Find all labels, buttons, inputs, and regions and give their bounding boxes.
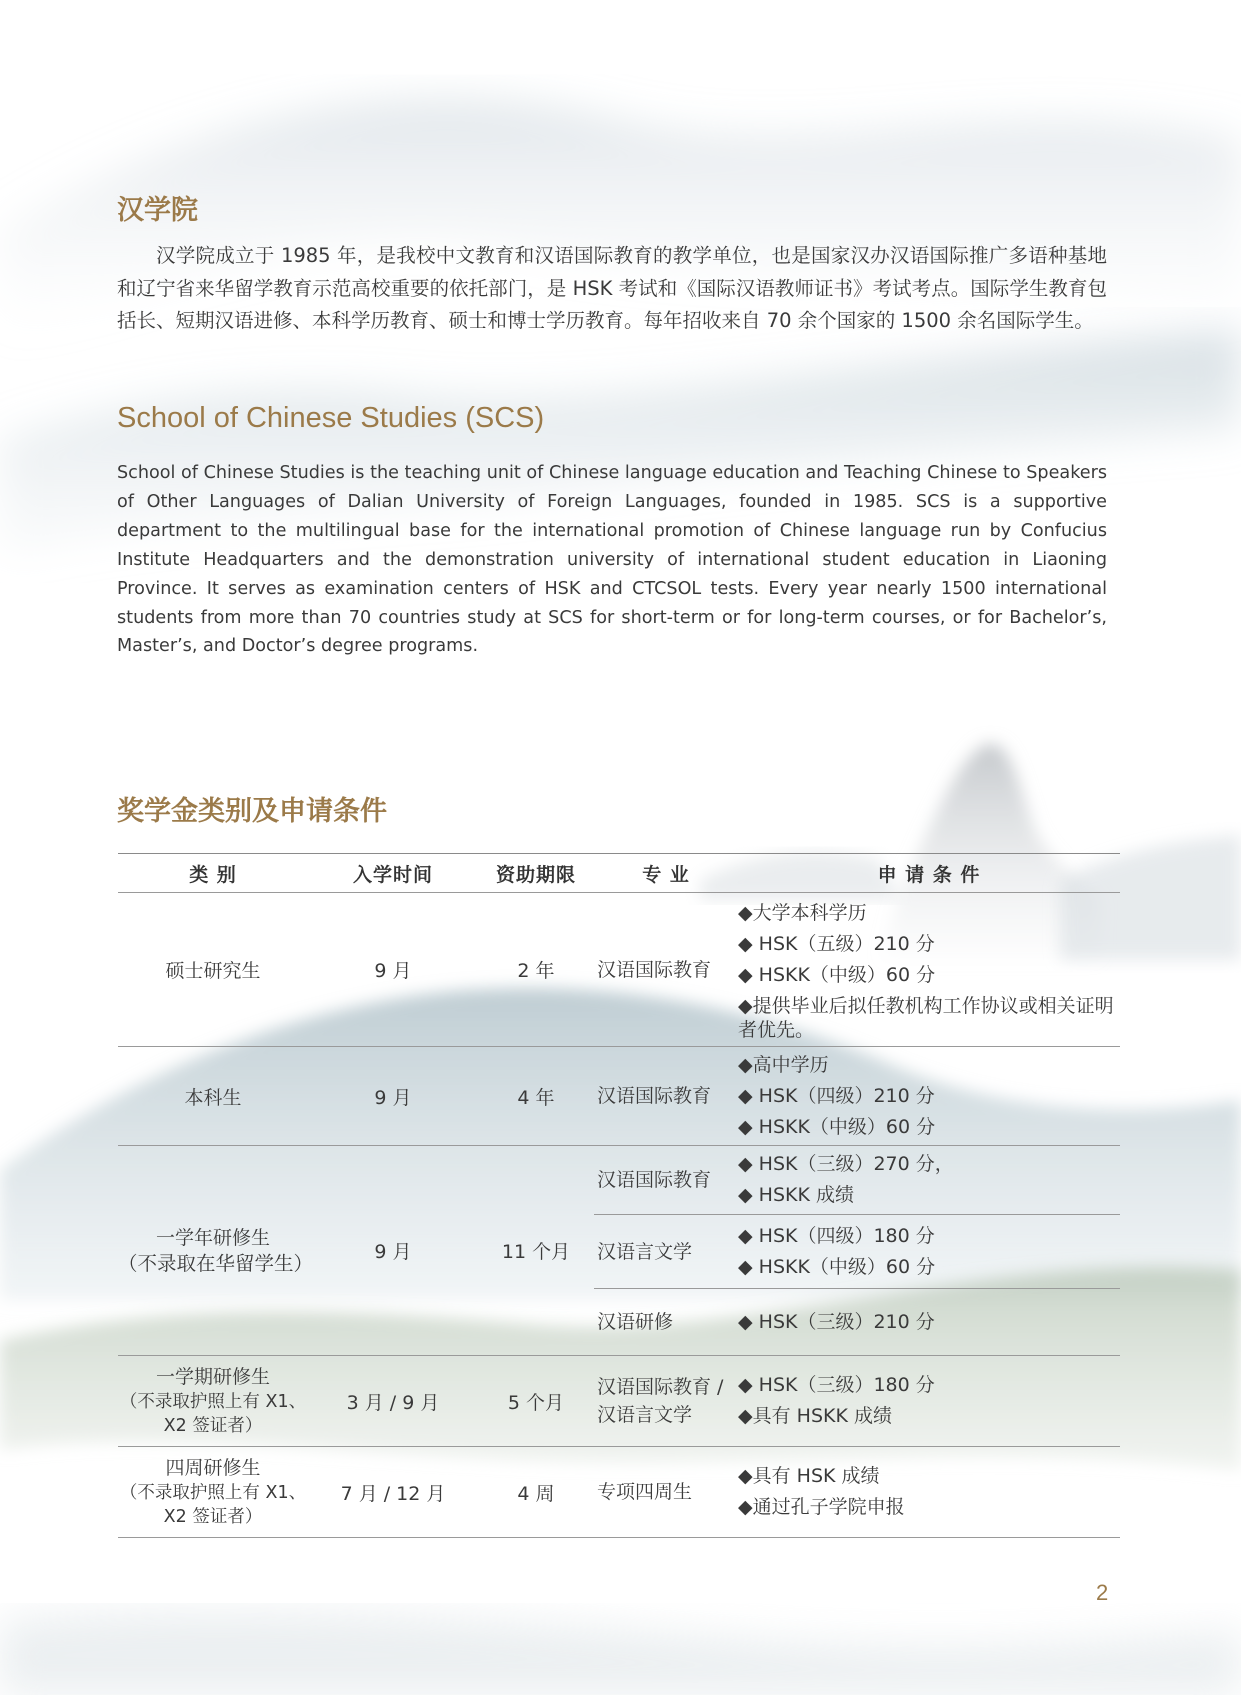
major-cell: 汉语国际教育 [594,1047,738,1146]
header-conditions: 申 请 条 件 [738,854,1120,893]
duration-cell: 5 个月 [478,1356,594,1447]
header-major: 专 业 [594,854,738,893]
condition-item: ◆高中学历 [738,1053,829,1076]
category-name: 一学期研修生 [155,1366,270,1388]
condition-item: ◆ HSKK 成绩 [738,1184,854,1206]
intro-paragraph-cn: 汉学院成立于 1985 年，是我校中文教育和汉语国际教育的教学单位，也是国家汉办汉语国际推广多语种基地和辽宁省来华留学教育示范高校重要的依托部门，是 HSK 考试和《国际汉语教师证书》考试考点。国际学生教育包括长、短期汉语进修、本科学历教育、硕士和博士学历教育。每年招收来自 70 余个国家的 1500 余名国际学生。 [117,244,1107,332]
category-note: （不录取在华留学生） [118,1251,314,1275]
header-intake: 入学时间 [308,854,478,893]
intake-cell: 9 月 [308,893,478,1047]
category-cell [118,1356,308,1447]
intake-cell: 7 月 / 12 月 [308,1447,478,1538]
major-cell: 汉语国际教育 [594,1146,738,1215]
category-cell [118,1146,314,1356]
category-note: （不录取护照上有 X1、X2 签证者） [119,1483,307,1527]
condition-item: ◆大学本科学历 [738,901,867,924]
table-row [118,1047,1120,1146]
scholarship-section-title: 奖学金类别及申请条件 [117,796,387,827]
condition-item: ◆ HSK（三级）210 分 [738,1310,935,1333]
condition-item: ◆ HSKK（中级）60 分 [738,1115,936,1138]
header-category: 类 别 [118,854,308,893]
intake-cell: 9 月 [308,1047,478,1146]
table-row [118,1146,1120,1215]
duration-cell: 4 周 [478,1447,594,1538]
condition-item: ◆ HSKK（中级）60 分 [738,963,936,986]
major-cell: 汉语国际教育 [594,893,738,1047]
intake-cell: 9 月 [308,1146,478,1356]
condition-item: ◆ HSKK（中级）60 分 [738,1255,936,1278]
scholarship-table [118,853,1120,1538]
major-cell: 汉语言文学 [594,1215,738,1289]
conditions-cell [738,1356,1120,1447]
condition-item: ◆ HSK（四级）210 分 [738,1084,935,1107]
conditions-cell [738,1146,1120,1215]
major-cell: 汉语国际教育 / 汉语言文学 [594,1356,738,1447]
table-row [118,1356,1120,1447]
conditions-cell [738,1289,1120,1356]
condition-item: ◆具有 HSK 成绩 [738,1465,880,1487]
condition-item: ◆ HSK（五级）210 分 [738,932,935,955]
condition-item: ◆ HSK（三级）270 分， [738,1153,954,1175]
category-name: 四周研修生 [165,1457,261,1479]
table-header-row [118,854,1120,893]
category-cell: 本科生 [118,1047,308,1146]
table-row [118,893,1120,1047]
conditions-cell [738,1047,1120,1146]
category-note: （不录取护照上有 X1、X2 签证者） [119,1392,307,1436]
table-row [118,1447,1120,1538]
duration-cell: 2 年 [478,893,594,1047]
category-name: 一学年研修生 [155,1226,270,1249]
header-duration: 资助期限 [478,854,594,893]
category-cell: 硕士研究生 [118,893,308,1047]
major-cell: 专项四周生 [594,1447,738,1538]
section-title-cn: 汉学院 [117,195,198,226]
page-number: 2 [1096,1580,1109,1605]
section-title-en: School of Chinese Studies (SCS) [117,402,545,434]
conditions-cell [738,1215,1120,1289]
conditions-cell [738,1447,1120,1538]
duration-cell: 11 个月 [478,1146,594,1356]
major-cell: 汉语研修 [594,1289,738,1356]
intake-cell: 3 月 / 9 月 [308,1356,478,1447]
duration-cell: 4 年 [478,1047,594,1146]
condition-item: ◆ HSK（四级）180 分 [738,1224,935,1247]
condition-item: ◆ HSK（三级）180 分 [738,1374,935,1396]
condition-item: ◆提供毕业后拟任教机构工作协议或相关证明者优先。 [738,994,1114,1041]
intro-paragraph-en: School of Chinese Studies is the teaching unit of Chinese language education and Teaching Chinese to Speakers of Other Languages of Dalian University of Foreign Languages, founded in 1985. SCS is a supportive department to the multilingual base for the international promotion of Chinese language run by Confucius Institute Headquarters and the demonstration university of international student education in Liaoning Province. It serves as examination centers of HSK and CTCSOL tests. Every year nearly 1500 international students from more than 70 countries study at SCS for short-term or for long-term courses, or for Bachelor’s, Master’s, and Doctor’s degree programs. [117,463,1107,657]
conditions-cell [738,893,1120,1047]
category-cell [118,1447,308,1538]
condition-item: ◆通过孔子学院申报 [738,1496,905,1518]
condition-item: ◆具有 HSKK 成绩 [738,1405,892,1427]
